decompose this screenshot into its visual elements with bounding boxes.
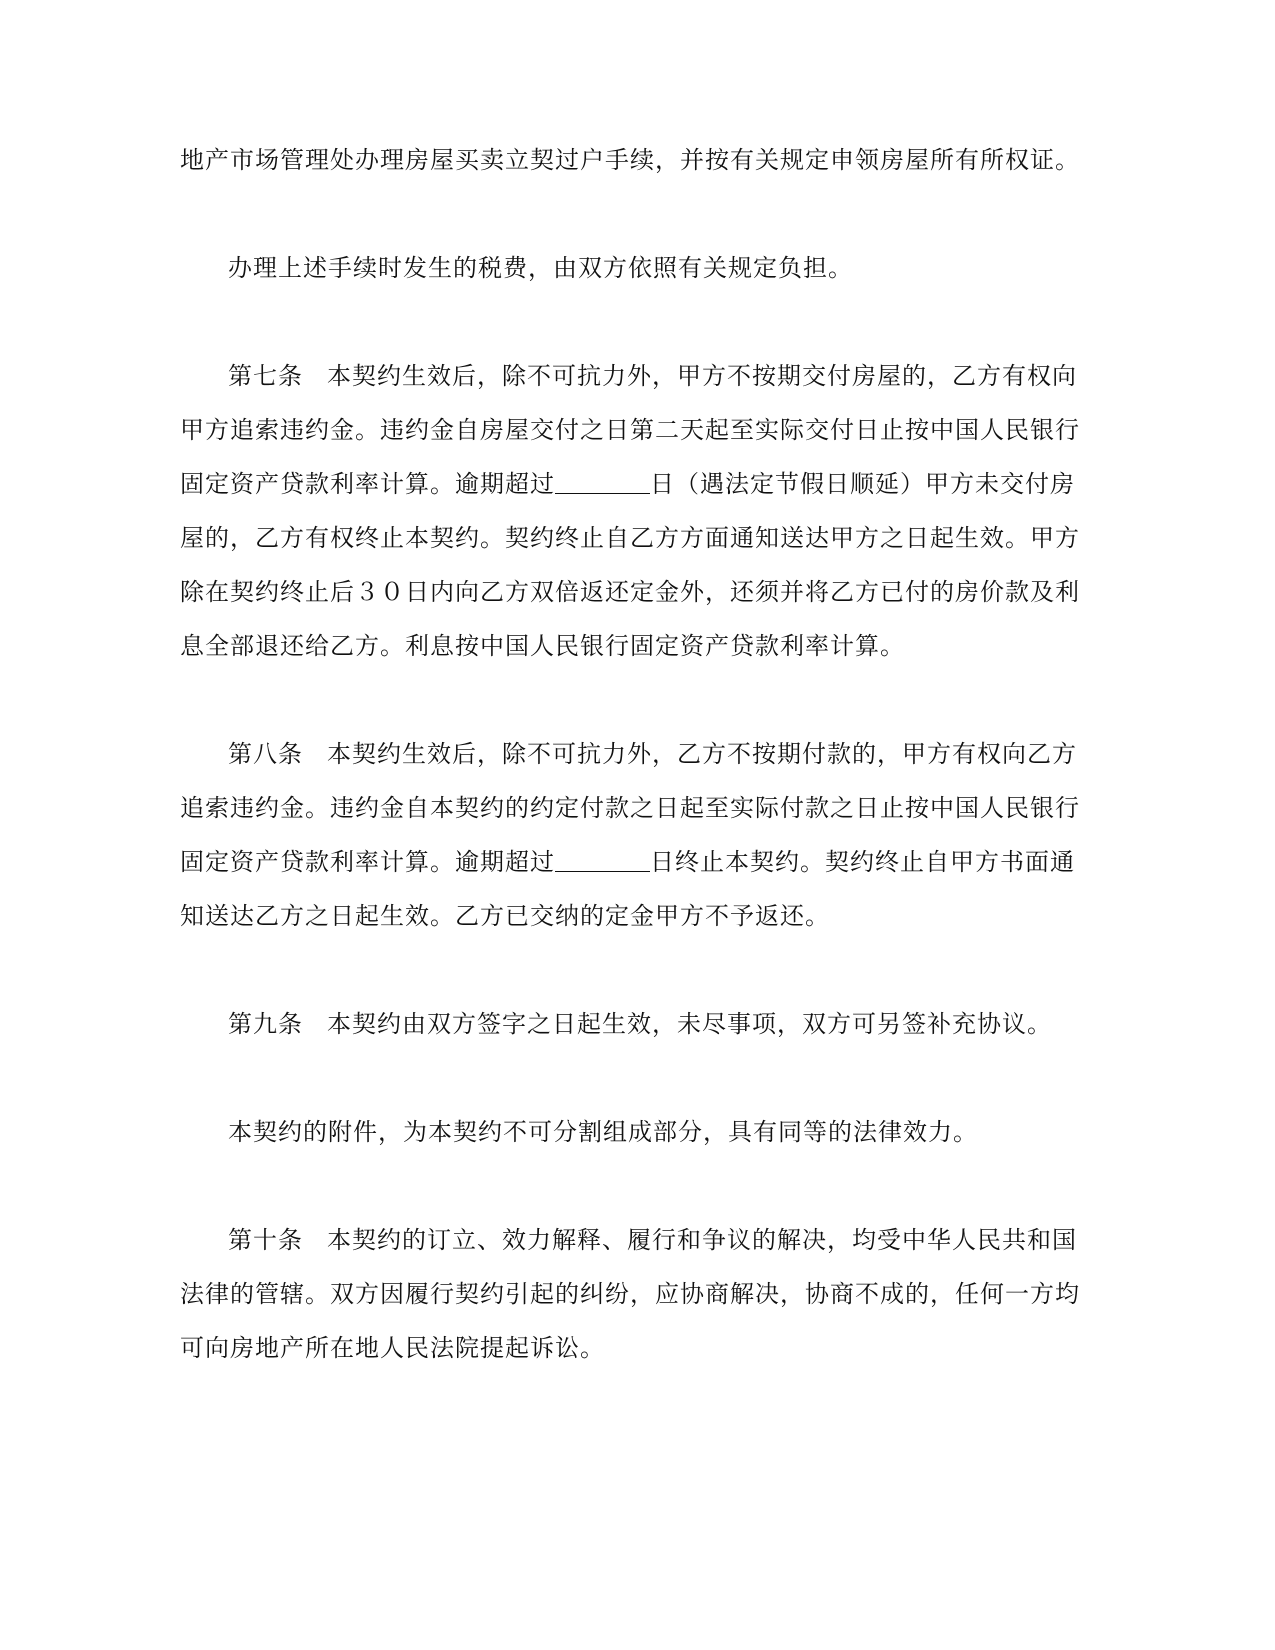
text-line: 甲方追索违约金。违约金自房屋交付之日第二天起至实际交付日止按中国人民银行 [180,416,1080,444]
text-line: 法律的管辖。双方因履行契约引起的纠纷，应协商解决，协商不成的，任何一方均 [180,1280,1080,1308]
article-label: 第七条 [228,362,303,390]
paragraph-taxes [180,241,1038,295]
text-span: 本契约的订立、效力解释、履行和争议的解决，均受中华人民共和国 [327,1226,1077,1254]
text-line: 息全部退还给乙方。利息按中国人民银行固定资产贷款利率计算。 [180,632,905,660]
text-span: 固定资产贷款利率计算。逾期超过 [180,848,555,876]
text-line: 知送达乙方之日起生效。乙方已交纳的定金甲方不予返还。 [180,902,830,930]
text-line [180,241,1038,295]
text-span: 固定资产贷款利率计算。逾期超过 [180,470,555,498]
text-span: 日终止本契约。契约终止自甲方书面通 [650,848,1075,876]
text-line [180,1213,1077,1267]
article-label: 第八条 [228,740,303,768]
article-label: 第十条 [228,1226,303,1254]
text-line [180,835,1075,889]
article-7 [180,349,1080,673]
text-line [180,1105,1038,1159]
text-line: 追索违约金。违约金自本契约的约定付款之日起至实际付款之日止按中国人民银行 [180,794,1080,822]
text-line: 除在契约终止后３０日内向乙方双倍返还定金外，还须并将乙方已付的房价款及利 [180,578,1080,606]
text-span: 办理上述手续时发生的税费，由双方依照有关规定负担。 [228,254,853,282]
text-span: 本契约的附件，为本契约不可分割组成部分，具有同等的法律效力。 [228,1118,978,1146]
article-10 [180,1213,1080,1375]
text-line: 屋的，乙方有权终止本契约。契约终止自乙方方面通知送达甲方之日起生效。甲方 [180,524,1080,552]
text-line [180,349,1077,403]
text-line [180,457,1075,511]
paragraph-annex [180,1105,1038,1159]
article-label: 第九条 [228,1010,303,1038]
text-line [180,997,1052,1051]
article-9 [180,997,1052,1051]
fill-in-blank[interactable] [555,469,650,494]
text-line: 地产市场管理处办理房屋买卖立契过户手续，并按有关规定申领房屋所有所权证。 [180,146,1080,174]
article-8 [180,727,1080,943]
text-span: 日（遇法定节假日顺延）甲方未交付房 [650,470,1075,498]
paragraph-registration [180,133,1080,187]
text-span: 本契约生效后，除不可抗力外，甲方不按期交付房屋的，乙方有权向 [327,362,1077,390]
text-span: 本契约由双方签字之日起生效，未尽事项，双方可另签补充协议。 [327,1010,1052,1038]
text-line [180,727,1077,781]
text-line: 可向房地产所在地人民法院提起诉讼。 [180,1334,605,1362]
text-span: 本契约生效后，除不可抗力外，乙方不按期付款的，甲方有权向乙方 [327,740,1077,768]
fill-in-blank[interactable] [555,847,650,872]
